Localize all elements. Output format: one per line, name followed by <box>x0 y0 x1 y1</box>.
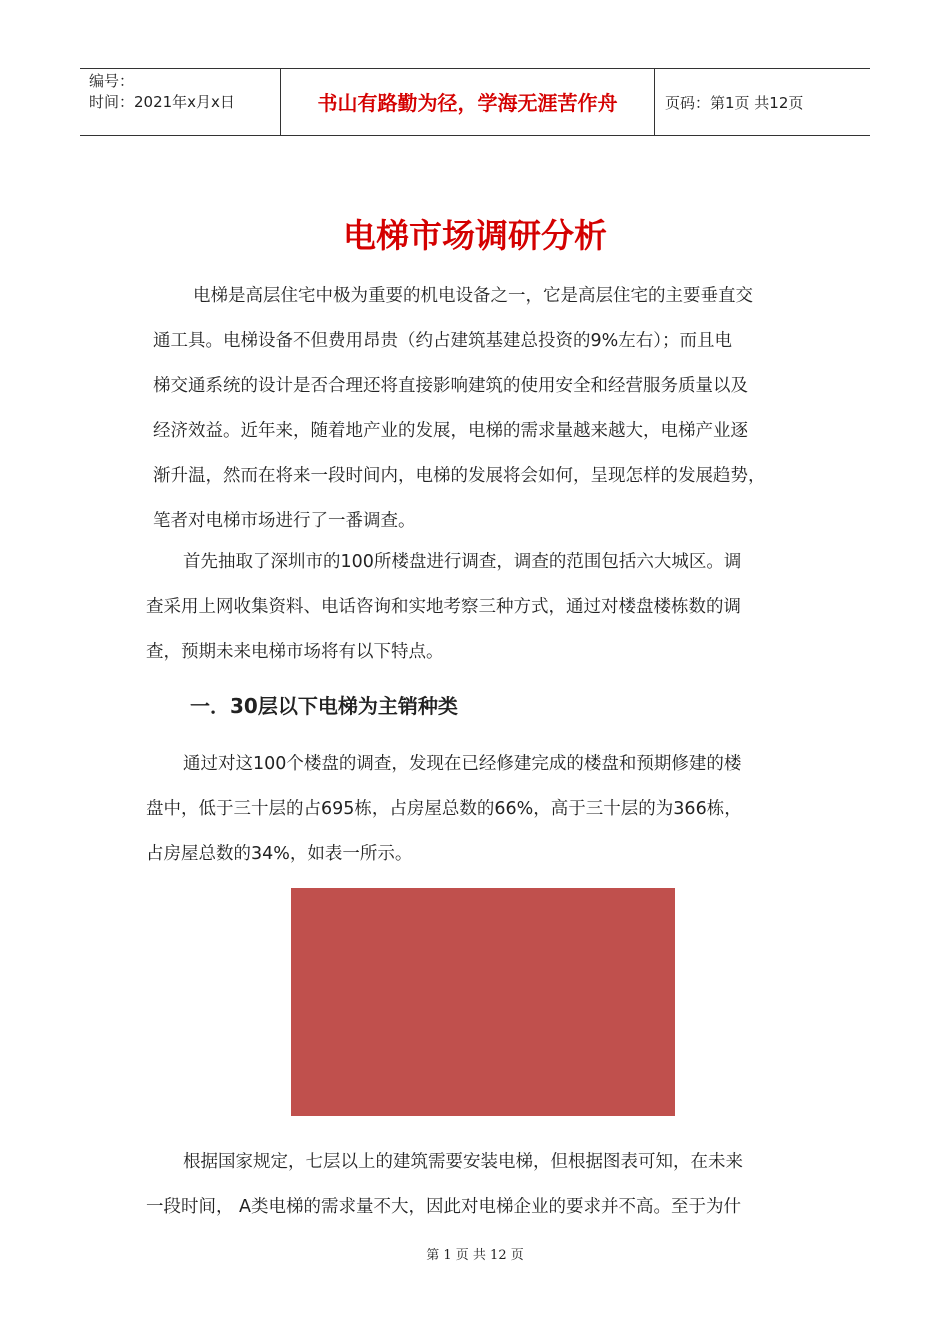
section-heading: 一．30层以下电梯为主销种类 <box>190 694 458 718</box>
text-line: 根据国家规定，七层以上的建筑需要安装电梯，但根据图表可知，在未来 <box>183 1152 743 1172</box>
paragraph-intro <box>0 274 950 544</box>
page-footer: 第 1 页 共 12 页 <box>426 1248 524 1263</box>
figure-fill <box>291 888 675 1116</box>
figure-block <box>291 888 675 1116</box>
paragraph-analysis <box>0 1140 950 1230</box>
text-line: 笔者对电梯市场进行了一番调查。 <box>153 511 416 531</box>
document-header <box>80 68 870 136</box>
text-line: 电梯是高层住宅中极为重要的机电设备之一，它是高层住宅的主要垂直交 <box>193 286 753 306</box>
header-motto: 书山有路勤为径，学海无涯苦作舟 <box>281 69 655 135</box>
text-line: 查，预期未来电梯市场将有以下特点。 <box>146 642 444 662</box>
date-label: 时间：2021年x月x日 <box>89 93 235 111</box>
text-line: 首先抽取了深圳市的100所楼盘进行调查，调查的范围包括六大城区。调 <box>183 552 742 572</box>
paragraph-method <box>0 540 950 675</box>
text-line: 通过对这100个楼盘的调查，发现在已经修建完成的楼盘和预期修建的楼 <box>183 754 742 774</box>
text-line: 占房屋总数的34%，如表一所示。 <box>146 844 413 864</box>
text-line: 盘中，低于三十层的占695栋，占房屋总数的66%，高于三十层的为366栋， <box>146 799 742 819</box>
document-title: 电梯市场调研分析 <box>343 216 607 255</box>
text-line: 一段时间， A类电梯的需求量不大，因此对电梯企业的要求并不高。至于为什 <box>146 1197 742 1217</box>
text-line: 通工具。电梯设备不但费用昂贵（约占建筑基建总投资的9%左右）；而且电 <box>153 331 733 351</box>
text-line: 经济效益。近年来，随着地产业的发展，电梯的需求量越来越大，电梯产业逐 <box>153 421 748 441</box>
header-page-info: 页码：第1页 共12页 <box>665 94 804 112</box>
number-label: 编号： <box>89 72 135 90</box>
text-line: 梯交通系统的设计是否合理还将直接影响建筑的使用安全和经营服务质量以及 <box>153 376 748 396</box>
text-line: 渐升温，然而在将来一段时间内，电梯的发展将会如何，呈现怎样的发展趋势， <box>153 466 766 486</box>
text-line: 查采用上网收集资料、电话咨询和实地考察三种方式，通过对楼盘楼栋数的调 <box>146 597 741 617</box>
header-meta <box>80 69 281 135</box>
paragraph-findings <box>0 742 950 877</box>
